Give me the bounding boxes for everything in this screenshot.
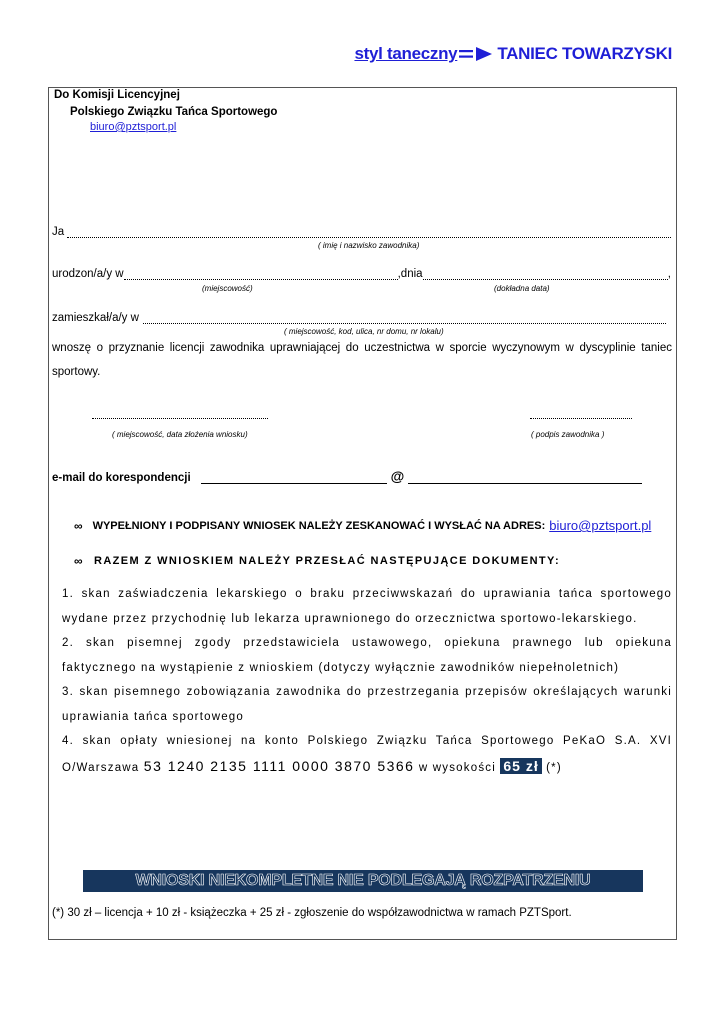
bullet1-text: WYPEŁNIONY I PODPISANY WNIOSEK NALEŻY ZESKANOWAĆ I WYSŁAĆ NA ADRES: xyxy=(92,519,546,532)
instruction-bullet-2 xyxy=(74,554,560,568)
item4-text-part1: 4. skan opłaty wniesionej na konto Polskiego Związku Tańca Sportowego PeKaO S.A. XVI O/Warszawa xyxy=(62,735,672,774)
date-caption: (dokładna data) xyxy=(494,284,550,293)
name-caption: ( imię i nazwisko zawodnika) xyxy=(318,241,420,250)
instruction-bullet-1 xyxy=(74,518,651,533)
birth-place-input-line[interactable] xyxy=(124,269,398,280)
email-label: e-mail do korespondencji xyxy=(52,472,191,484)
recipient-line2: Polskiego Związku Tańca Sportowego xyxy=(70,106,278,118)
recipient-line1: Do Komisji Licencyjnej xyxy=(54,89,180,101)
submission-email-link[interactable]: biuro@pztsport.pl xyxy=(549,518,652,533)
name-input-line[interactable] xyxy=(67,227,671,238)
comma: , xyxy=(667,268,671,280)
item4-text-part3: (*) xyxy=(546,761,562,774)
request-text: wnoszę o przyznanie licencji zawodnika uprawniającej do uczestnictwa w sporcie wyczynowym w dyscyplinie taniec sportowy. xyxy=(52,342,672,378)
email-local-input-line[interactable] xyxy=(201,472,387,484)
place-caption: (miejscowość) xyxy=(202,284,253,293)
dnia-label: ,dnia xyxy=(397,268,423,280)
infinity-bullet-icon: ∞ xyxy=(74,554,84,568)
recipient-email-link[interactable]: biuro@pztsport.pl xyxy=(90,121,177,133)
name-row xyxy=(52,226,671,238)
email-row xyxy=(52,468,642,484)
resident-label: zamieszkał/a/y w xyxy=(52,312,139,324)
signature-caption: ( podpis zawodnika ) xyxy=(531,430,605,439)
form-box xyxy=(48,87,677,940)
incomplete-warning-banner: WNIOSKI NIEKOMPLETNE NIE PODLEGAJĄ ROZPATRZENIU xyxy=(83,870,643,892)
bank-account-number: 53 1240 2135 1111 0000 3870 5366 xyxy=(143,757,415,774)
birth-row xyxy=(52,268,671,280)
list-item-4 xyxy=(62,729,672,780)
place-date-input-line[interactable] xyxy=(92,418,268,419)
at-sign: @ xyxy=(390,468,405,484)
ja-label: Ja xyxy=(52,226,65,238)
list-item-2: 2. skan pisemnej zgody przedstawiciela ustawowego, opiekuna prawnego lub opiekuna faktycznego na wystąpienie z wnioskiem (dotyczy wyłącznie zawodników niepełnoletnich) xyxy=(62,637,672,674)
signature-input-line[interactable] xyxy=(530,418,632,419)
residence-row xyxy=(52,312,666,324)
arrow-right-icon xyxy=(459,46,493,62)
email-domain-input-line[interactable] xyxy=(408,472,642,484)
infinity-bullet-icon: ∞ xyxy=(74,518,83,533)
list-item-3: 3. skan pisemnego zobowiązania zawodnika do przestrzegania przepisów określających warunki uprawiania tańca sportowego xyxy=(62,686,672,723)
document-header xyxy=(354,44,672,64)
list-item-1: 1. skan zaświadczenia lekarskiego o braku przeciwwskazań do uprawiania tańca sportowego wydane przez przychodnię lub lekarza uprawnionego do orzecznictwa sportowo-lekarskiego. xyxy=(62,588,672,625)
address-caption: ( miejscowość, kod, ulica, nr domu, nr lokalu) xyxy=(284,327,444,336)
bullet2-text: RAZEM Z WNIOSKIEM NALEŻY PRZESŁAĆ NASTĘPUJĄCE DOKUMENTY: xyxy=(93,555,561,567)
dance-style-label: styl taneczny xyxy=(354,44,458,63)
place-date-caption: ( miejscowość, data złożenia wniosku) xyxy=(112,430,248,439)
born-label: urodzon/a/y w xyxy=(52,268,124,280)
item4-text-part2: w wysokości xyxy=(418,761,496,774)
footnote: (*) 30 zł – licencja + 10 zł - książeczka + 25 zł - zgłoszenie do współzawodnictwa w ramach PZTSport. xyxy=(52,907,572,919)
price-badge: 65 zł xyxy=(500,758,541,774)
address-input-line[interactable] xyxy=(143,313,666,324)
document-list xyxy=(62,582,672,780)
birth-date-input-line[interactable] xyxy=(423,269,668,280)
dance-style-value: TANIEC TOWARZYSKI xyxy=(497,44,672,63)
